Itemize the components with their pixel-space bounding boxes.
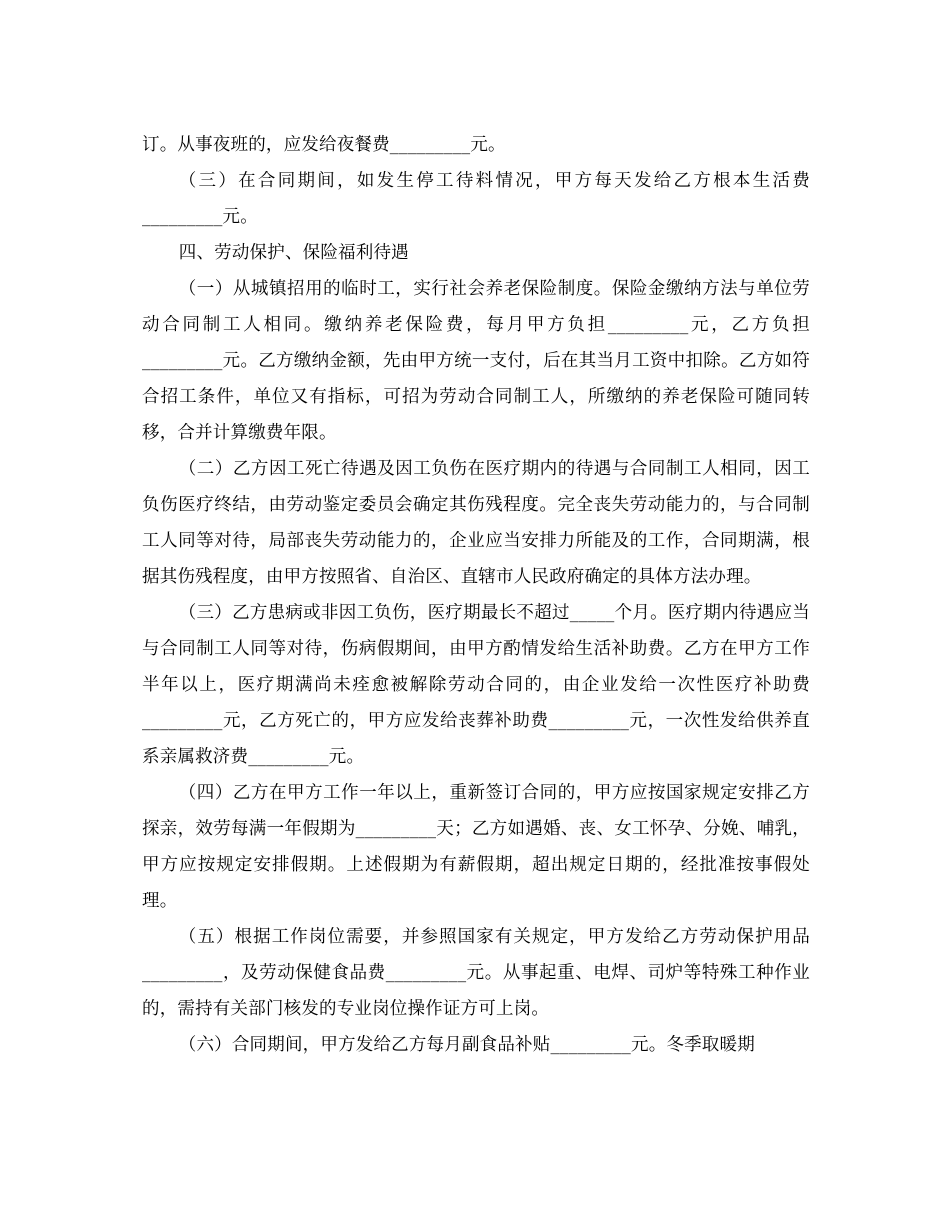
section-heading-labor-protection: 四、劳动保护、保险福利待遇: [178, 243, 409, 263]
paragraph-sick-leave: （三）乙方患病或非因工负伤，医疗期最长不超过_____个月。医疗期内待遇应当与合同制工人同等对待，伤病假期间，由甲方酌情发给生活补助费。乙方在甲方工作半年以上，医疗期满尚未痊愈被解除劳动合同的，由企业发给一次性医疗补助费_________元，乙方死亡的，甲方应发给丧葬补助费_________元，一次性发给供养直系亲属救济费_________元。: [142, 603, 810, 767]
paragraph-work-injury: （二）乙方因工死亡待遇及因工负伤在医疗期内的待遇与合同制工人相同，因工负伤医疗终结，由劳动鉴定委员会确定其伤残程度。完全丧失劳动能力的，与合同制工人同等对待，局部丧失劳动能力的，企业应当安排力所能及的工作，合同期满，根据其伤残程度，由甲方按照省、自治区、直辖市人民政府确定的具体方法办理。: [142, 459, 810, 587]
paragraph-home-leave: （四）乙方在甲方工作一年以上，重新签订合同的，甲方应按国家规定安排乙方探亲，效劳每满一年假期为_________天；乙方如遇婚、丧、女工怀孕、分娩、哺乳，甲方应按规定安排假期。上述假期为有薪假期，超出规定日期的，经批准按事假处理。: [142, 783, 810, 911]
contract-body: [142, 127, 810, 1063]
paragraph-pension-insurance: （一）从城镇招用的临时工，实行社会养老保险制度。保险金缴纳方法与单位劳动合同制工人相同。缴纳养老保险费，每月甲方负担_________元，乙方负担_________元。乙方缴纳金额，先由甲方统一支付，后在其当月工资中扣除。乙方如符合招工条件，单位又有指标，可招为劳动合同制工人，所缴纳的养老保险可随同转移，合并计算缴费年限。: [142, 279, 810, 443]
paragraph-protective-equipment: （五）根据工作岗位需要，并参照国家有关规定，甲方发给乙方劳动保护用品_________，及劳动保健食品费_________元。从事起重、电焊、司炉等特殊工种作业的，需持有关部门核发的专业岗位操作证方可上岗。: [142, 927, 810, 1019]
paragraph-work-stoppage: （三）在合同期间，如发生停工待料情况，甲方每天发给乙方根本生活费_________元。: [142, 171, 810, 227]
paragraph-food-subsidy: （六）合同期间，甲方发给乙方每月副食品补贴_________元。冬季取暖期: [178, 1035, 755, 1055]
paragraph-night-meal: 订。从事夜班的，应发给夜餐费_________元。: [142, 135, 506, 155]
